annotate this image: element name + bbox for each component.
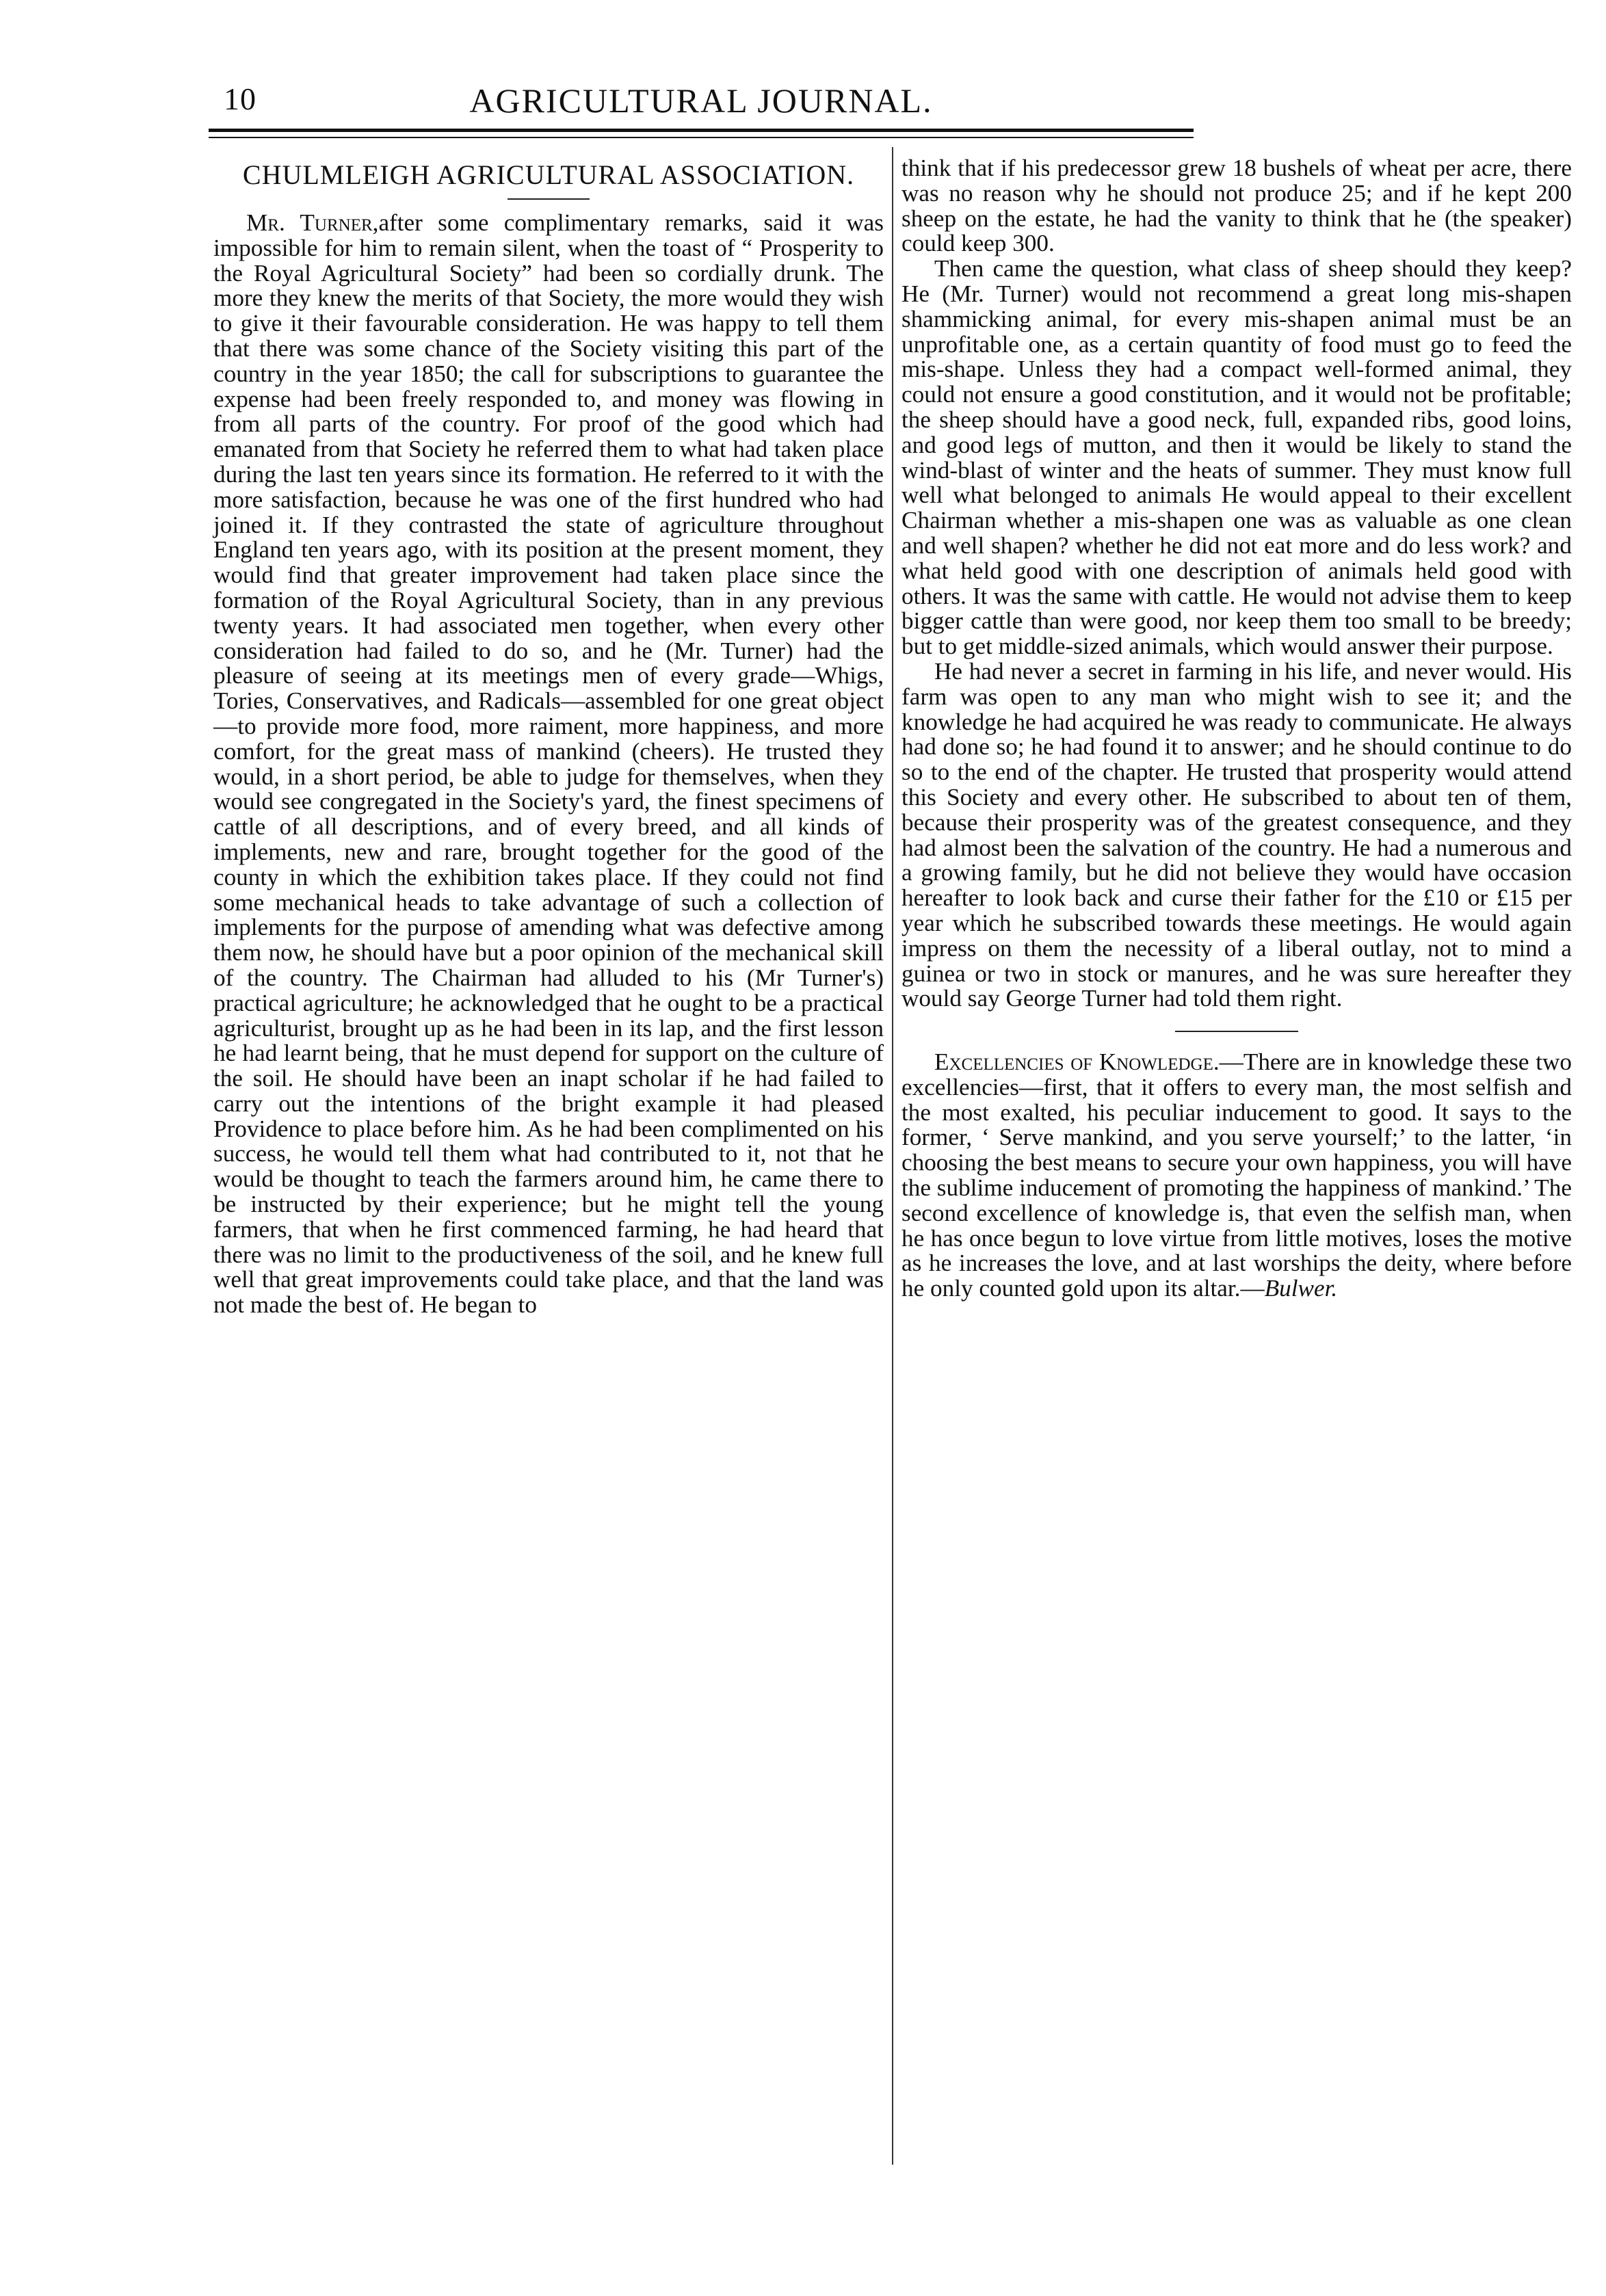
excerpt-text: —There are in knowledge these two excellencies—first, that it offers to every man, the most selfish and the most exalted, his peculiar inducement to good. It says to the former, ‘ Serve mankind, and you serve yourself;’ to the latter, ‘in choosing the best means to secure your own happiness, you will have the sublime inducement of promoting the happiness of mankind.’ The second excellence of knowledge is, that even the selfish man, when he has once begun to love virtue from little motives, loses the motive as he increases the love, and at last worships the deity, where before he only counted gold upon its altar.— <box>901 1048 1572 1302</box>
page-number: 10 <box>224 81 256 116</box>
column-divider <box>892 147 893 2165</box>
left-column <box>213 156 884 1318</box>
excerpt-author: Bulwer. <box>1264 1275 1338 1302</box>
paragraph-text: after some complimentary remarks, said it was impossible for him to remain silent, when the toast of “ Prosperity to the Royal Agricultural Society” had been so cordially drunk. The more they knew the merits of that Society, the more would they wish to give it their favourable consideration. He was happy to tell them that there was some chance of the Society visiting this part of the country in the year 1850; the call for subscriptions to guarantee the expense had been freely responded to, and money was flowing in from all parts of the country. For proof of the good which had emanated from that Society he referred them to what had taken place during the last ten years since its formation. He referred to it with the more satisfaction, because he was one of the first hundred who had joined it. If they contrasted the state of agriculture throughout England ten years ago, with its position at the present moment, they would find that greater improvement had taken place since the formation of the Royal Agricultural Society, than in any previous twenty years. It had associated men together, when every other consideration had failed to do so, and he (Mr. Turner) had the pleasure of seeing at its meetings men of every grade—Whigs, Tories, Conservatives, and Radicals—assembled for one great object—to provide more food, more raiment, more happiness, and more comfort, for the great mass of mankind (cheers). He trusted they would, in a short period, be able to judge for themselves, when they would see congregated in the Society's yard, the finest specimens of cattle of all descriptions, and of every breed, and all kinds of implements, new and rare, brought together for the good of the county in which the exhibition takes place. If they could not find some mechanical heads to take advantage of such a collection of implements for the purpose of amending what was defective among them now, he should have but a poor opinion of the mechanical skill of the country. The Chairman had alluded to his (Mr Turner's) practical agriculture; he acknowledged that he ought to be a practical agriculturist, brought up as he had been in its lap, and the first lesson he had learnt being, that he must depend for support on the culture of the soil. He should have been an inapt scholar if he had failed to carry out the intentions of the bright example it had pleased Providence to place before him. As he had been complimented on his success, he would tell them what had contributed to it, not that he would be thought to teach the farmers around him, he came there to be instructed by their experience; but he might tell the young farmers, that when he first commenced farming, he had heard that there was no limit to the productiveness of the soil, and he knew full well that great improvements could take place, and that the land was not made the best of. He began to <box>213 209 884 1319</box>
header-rule-thick <box>209 129 1194 132</box>
excerpt-paragraph <box>901 1050 1572 1302</box>
article-paragraph: Then came the question, what class of sheep should they keep? He (Mr. Turner) would not recommend a great long mis-shapen shammicking animal, for every mis-shapen animal must be an unprofitable one, as a certain quantity of food must go to feed the mis-shape. Unless they had a compact well-formed animal, they could not ensure a good constitution, and it would not be profitable; the sheep should have a good neck, full, expanded ribs, good loins, and good legs of mutton, and then it would be likely to stand the wind-blast of winter and the heats of summer. They must know full well what belonged to animals He would appeal to their excellent Chairman whether a mis-shapen one was as valuable as one clean and well shapen? whether he did not eat more and do less work? and what held good with one description of animals held good with others. It was the same with cattle. He would not advise them to keep bigger cattle than were good, nor keep them too small to be breedy; but to get middle-sized animals, which would answer their purpose. <box>901 255 1572 660</box>
section-separator <box>1175 1031 1298 1032</box>
article-paragraph: He had never a secret in farming in his life, and never would. His farm was open to any man who might wish to see it; and the knowledge he had acquired he was ready to communicate. He always had done so; he had found it to answer; and he should continue to do so to the end of the chapter. He trusted that prosperity would attend this Society and every other. He subscribed to about ten of them, because their prosperity was of the greatest consequence, and they had almost been the salvation of the country. He had a numerous and a growing family, but he did not believe they would have occasion hereafter to look back and curse their father for the £10 or £15 per year which he subscribed towards these meetings. He would again impress on them the necessity of a liberal outlay, not to mind a guinea or two in stock or manures, and he was sure hereafter they would say George Turner had told them right. <box>901 657 1572 1012</box>
article-paragraph-continued: think that if his predecessor grew 18 bushels of wheat per acre, there was no reason why he should not produce 25; and if he kept 200 sheep on the estate, he had the vanity to think that he (the speaker) could keep 300. <box>901 155 1572 257</box>
header-rule-thin <box>209 137 1194 138</box>
article-paragraph <box>213 211 884 1318</box>
excerpt-heading: Excellencies of Knowledge. <box>934 1048 1220 1076</box>
title-rule <box>508 198 590 200</box>
running-title: AGRICULTURAL JOURNAL. <box>469 81 933 120</box>
right-column <box>901 156 1572 1302</box>
page-header <box>209 81 1194 129</box>
speaker-name: Mr. Turner, <box>246 209 379 236</box>
article-title: CHULMLEIGH AGRICULTURAL ASSOCIATION. <box>242 159 855 190</box>
